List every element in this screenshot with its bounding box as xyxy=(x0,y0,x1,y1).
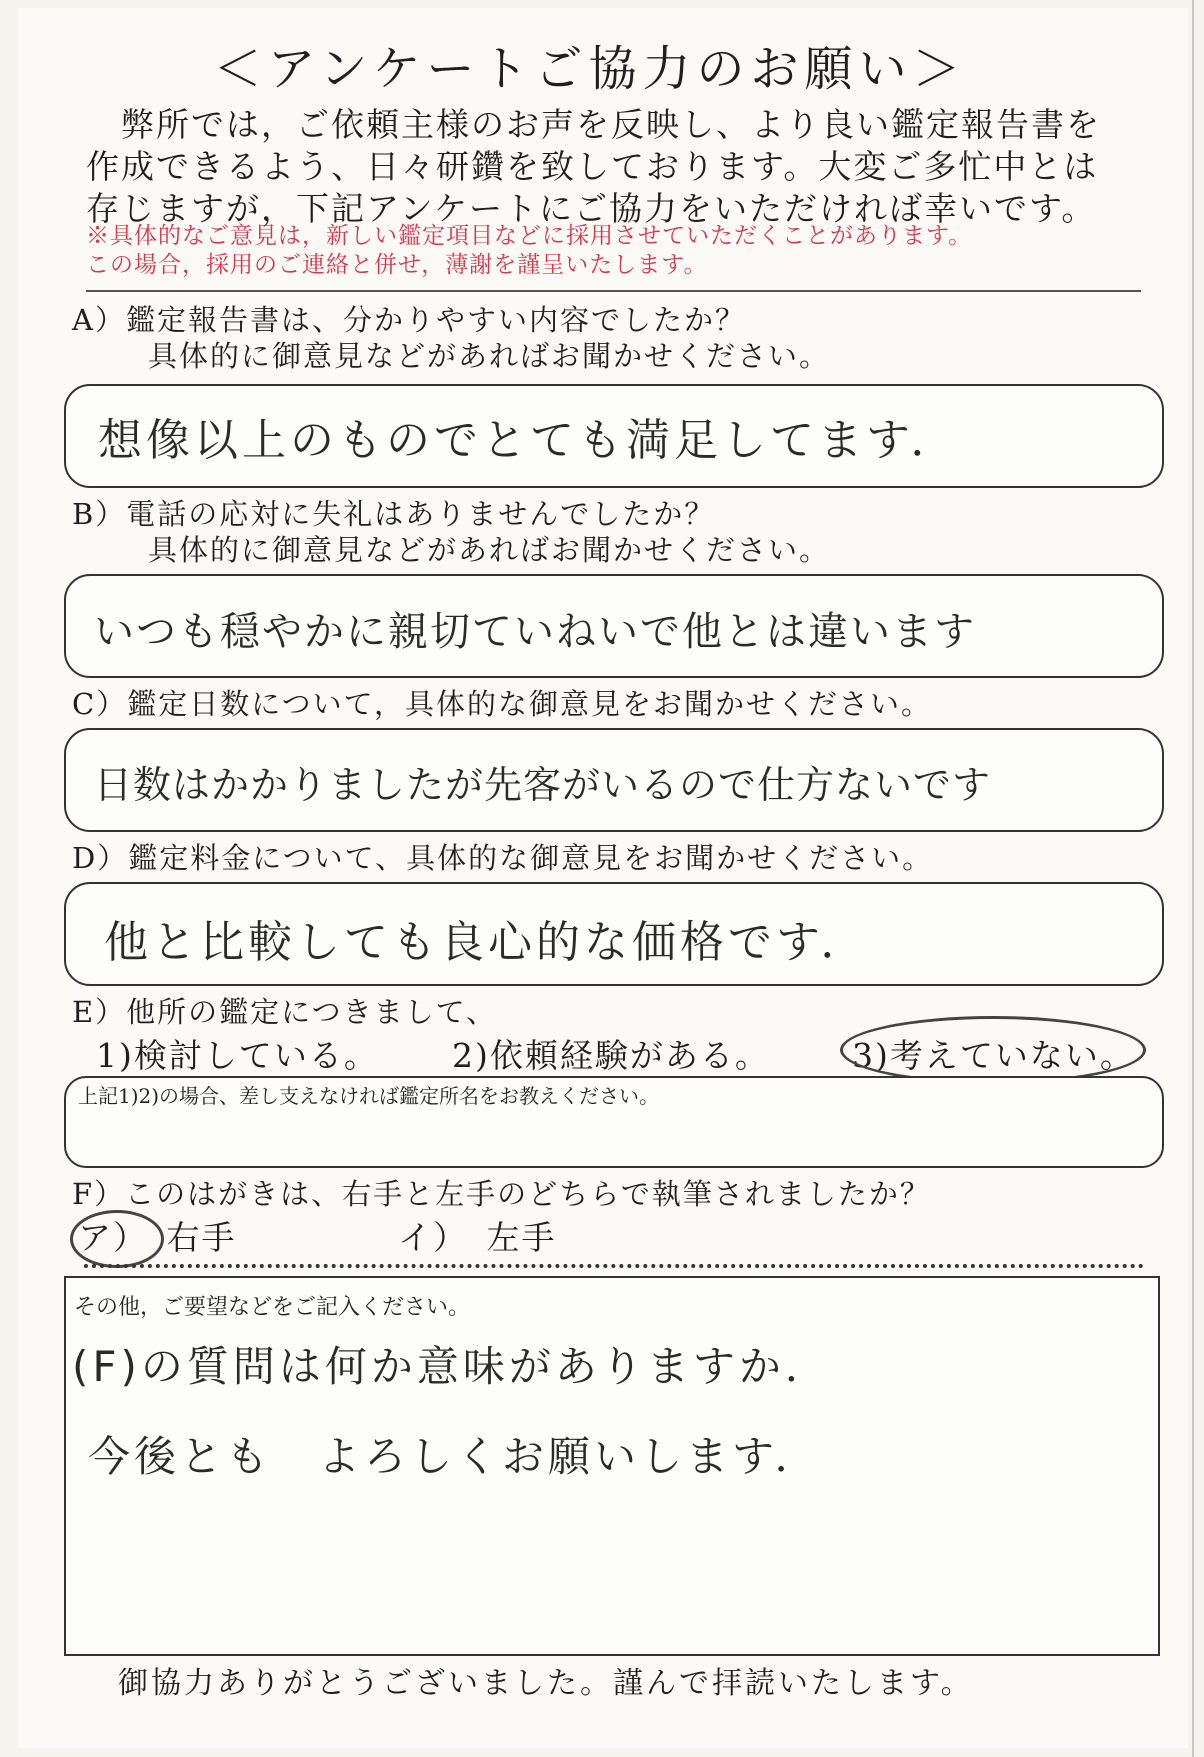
question-f-line1: F）このはがきは、右手と左手のどちらで執筆されましたか？ xyxy=(72,1177,931,1211)
question-c xyxy=(72,686,1162,722)
question-b-line2: 具体的に御意見などがあればお聞かせください。 xyxy=(148,533,831,567)
intro-line: 弊所では，ご依頼主様のお声を反映し、より良い鑑定報告書を xyxy=(86,105,1101,144)
page-title: ＜アンケートご協力のお願い＞ xyxy=(213,41,967,97)
answer-d-text: 他と比較しても良心的な価格です． xyxy=(104,917,869,968)
divider xyxy=(86,290,1141,292)
notice-text xyxy=(86,222,1176,280)
other-text-line1: (F)の質問は何か意味がありますか． xyxy=(72,1342,831,1391)
footer-text: 御協力ありがとうございました。謹んで拝読いたします。 xyxy=(118,1666,974,1701)
intro-text xyxy=(86,104,1166,230)
answer-b-text: いつも穏やかに親切ていねいで他とは違います xyxy=(94,609,976,655)
answer-e-label: 上記1)2)の場合、差し支えなければ鑑定所名をお教えください。 xyxy=(78,1084,660,1108)
dotted-divider xyxy=(84,1264,1144,1268)
question-b xyxy=(72,496,1162,568)
option-e-2[interactable]: 2)依頼経験がある。 xyxy=(452,1036,770,1075)
notice-line: ※具体的なご意見は，新しい鑑定項目などに採用させていただくことがあります。 xyxy=(86,223,973,249)
option-f-right[interactable]: ア） 右手 xyxy=(78,1218,237,1257)
option-e-3[interactable]: 3)考えていない。 xyxy=(852,1036,1135,1075)
question-a-line2: 具体的に御意見などがあればお聞かせください。 xyxy=(148,339,831,373)
question-d xyxy=(72,840,1162,876)
card-edge xyxy=(1192,0,1194,1757)
question-f xyxy=(72,1176,1162,1212)
question-a-line1: A）鑑定報告書は、分かりやすい内容でしたか？ xyxy=(72,303,746,337)
other-text-line2: 今後とも よろしくお願いします． xyxy=(88,1432,821,1481)
question-a xyxy=(72,302,1162,374)
other-label: その他，ご要望などをご記入ください。 xyxy=(74,1295,471,1320)
selection-circle-e xyxy=(840,1016,1146,1084)
notice-line: この場合，採用のご連絡と併せ，薄謝を謹呈いたします。 xyxy=(86,252,708,278)
option-e-1[interactable]: 1)検討している。 xyxy=(96,1036,379,1075)
question-e-line1: E）他所の鑑定につきまして、 xyxy=(72,995,498,1029)
question-d-line1: D）鑑定料金について、具体的な御意見をお聞かせください。 xyxy=(72,841,934,875)
answer-a-text: 想像以上のものでとても満足してます． xyxy=(98,415,959,466)
intro-line: 作成できるよう、日々研鑽を致しております。大変ご多忙中とは xyxy=(86,147,1099,186)
intro-line: 存じますが，下記アンケートにご協力をいただければ幸いです。 xyxy=(86,189,1097,228)
selection-circle-f xyxy=(70,1210,164,1268)
question-c-line1: C）鑑定日数について，具体的な御意見をお聞かせください。 xyxy=(72,687,933,721)
question-b-line1: B）電話の応対に失礼はありませんでしたか？ xyxy=(72,497,716,531)
option-f-left[interactable]: イ） 左手 xyxy=(398,1218,557,1257)
answer-c-text: 日数はかかりましたが先客がいるので仕方ないです xyxy=(94,763,992,807)
